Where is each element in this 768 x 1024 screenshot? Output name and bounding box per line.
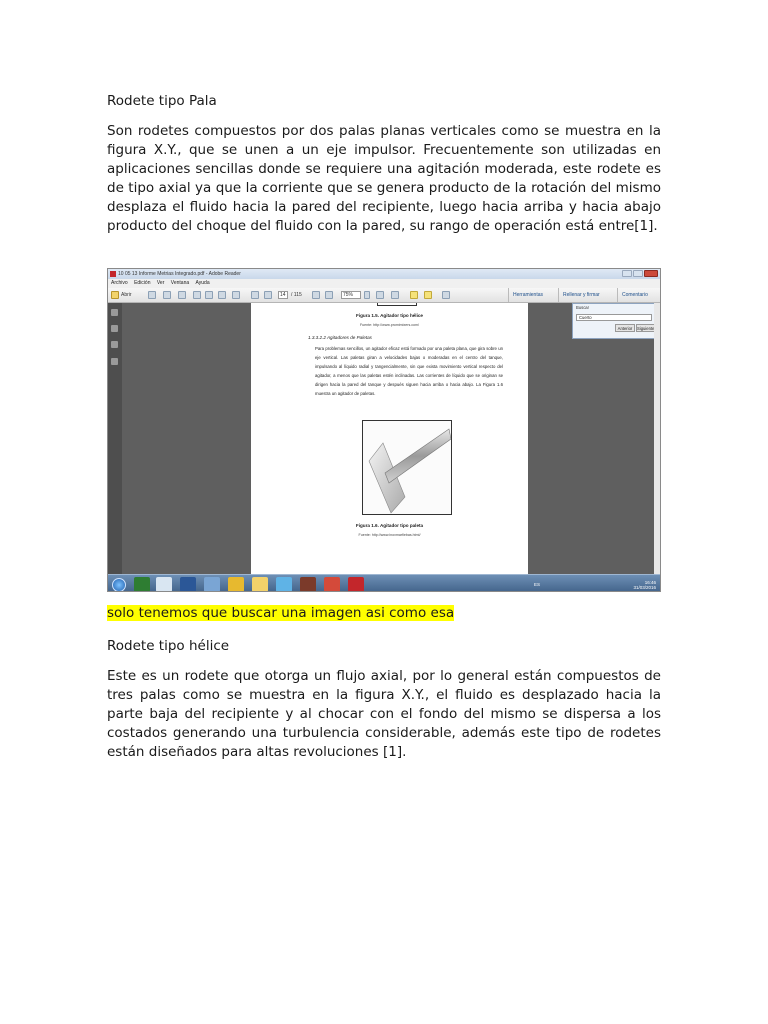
chevron-down-icon [364, 291, 370, 299]
save-icon [205, 291, 213, 299]
zoom-out-icon [312, 291, 320, 299]
menu-ver: Ver [156, 280, 165, 286]
figure-1-5-caption: Figura 1.5. Agitador tipo hélice [356, 313, 423, 318]
comment-icon [410, 291, 418, 299]
open-folder-icon [111, 291, 119, 299]
email-icon [218, 291, 226, 299]
menu-archivo: Archivo [111, 280, 128, 286]
page-number-input: 14 [278, 291, 288, 299]
word-icon [180, 577, 196, 592]
open-label: Abrir [121, 292, 132, 298]
tray-date: 31/03/2016 [633, 585, 656, 590]
windows-taskbar [108, 574, 660, 592]
previous-figure-bottom [377, 303, 417, 306]
paddle-agitator-drawing [363, 421, 451, 514]
embedded-screenshot-adobe-reader [107, 268, 661, 592]
find-previous-button: Anterior [615, 324, 635, 332]
pdf-app-icon [110, 271, 116, 277]
tab-rellenar-firmar: Rellenar y firmar [558, 288, 604, 302]
pages-icon [111, 309, 118, 316]
minimize-icon [622, 270, 632, 277]
figure-1-6-source: Fuente: http://www.inoxmarfiebas.html/ [358, 533, 421, 537]
spotify-icon [134, 577, 150, 592]
folder-icon [252, 577, 268, 592]
reader-toolbar [108, 288, 660, 303]
language-indicator: ES [534, 582, 541, 587]
paddle-agitator-image [362, 420, 452, 515]
zoom-in-icon [325, 291, 333, 299]
chrome-icon [228, 577, 244, 592]
signature-icon [111, 341, 118, 348]
tray-time: 16:46 [644, 580, 656, 585]
layers-icon [111, 358, 118, 365]
reader-title-bar [108, 269, 660, 279]
app-icon [204, 577, 220, 592]
figure-1-6-caption: Figura 1.6. Agitador tipo paleta [355, 523, 424, 528]
browser-icon [276, 577, 292, 592]
find-panel [572, 303, 656, 339]
heading-rodete-pala: Rodete tipo Pala [107, 93, 217, 109]
find-next-button: Siguiente [637, 326, 655, 331]
tab-comentario: Comentario [617, 288, 652, 302]
print-icon [193, 291, 201, 299]
highlighted-note [107, 604, 454, 622]
menu-ventana: Ventana [170, 280, 190, 286]
attachments-icon [111, 325, 118, 332]
fit-width-icon [391, 291, 399, 299]
paragraph-rodete-pala: Son rodetes compuestos por dos palas planas verticales como se muestra en la figura X.Y., que se unen a un eje impulsor. Frecuentemente son utilizadas en aplicaciones sencillas donde se requiere una agitación moderada, este rodete es de tipo axial ya que la corriente que se genera producto de la rotación del mismo desplaza el fluido hacia la pared del recipiente, luego hacia arriba y hacia abajo producto del choque del fluido con la pared, su rango de operación está entre[1]. [107, 123, 661, 234]
reader-scrollbar [654, 303, 660, 574]
reader-menu-bar [108, 279, 660, 288]
start-button-icon [112, 578, 126, 592]
find-panel-title: Buscar [576, 305, 590, 310]
fit-page-icon [376, 291, 384, 299]
menu-ayuda: Ayuda [195, 280, 210, 286]
app-g-icon [324, 577, 340, 592]
page-down-icon [264, 291, 272, 299]
paragraph-rodete-helice: Este es un rodete que otorga un flujo axial, por lo general están compuestos de tres palas como se muestra en la figura X.Y., el fluido es desplazado hacia la parte baja del recipiente y al chocar con el fondo del mismo se dispersa a los costados generando una turbulencia considerable, además este tipo de rodetes están diseñados para altas revoluciones [1]. [107, 668, 661, 760]
tab-herramientas: Herramientas [508, 288, 547, 302]
maximize-icon [633, 270, 643, 277]
reader-window-title: 10 05 13 Informe Metrias Integrado.pdf - Adobe Reader [118, 271, 241, 277]
fullscreen-icon [442, 291, 450, 299]
page-total: / 115 [291, 292, 302, 298]
close-icon [644, 270, 658, 277]
figure-1-5-source: Fuente: http://www.promimixers.com/ [359, 323, 420, 327]
menu-edicion: Edición [134, 280, 151, 286]
email-icon-2 [232, 291, 240, 299]
adobe-reader-icon [348, 577, 364, 592]
section-body-text: Para problemas sencillos, un agitador eficaz está formado por una paleta plana, que gira sobre un eje vertical. Las paletas giran a velocidades bajas o moderadas en el centro del tanque, impulsando al líquido radial y tangencialmente, sin que exista movimiento vertical respecto del agitador, a menos que las paletas estén inclinadas. Las corrientes de líquido que se originan se dirigen hacia la pared del tanque y después siguen hacia arriba o hacia abajo. La Figura 1.6 muestra un agitador de paletas. [315, 346, 503, 397]
window-buttons [622, 270, 658, 277]
highlight-icon [424, 291, 432, 299]
create-icon [148, 291, 156, 299]
pdf-page [251, 303, 528, 574]
heading-rodete-helice: Rodete tipo hélice [107, 638, 230, 654]
explorer-icon [156, 577, 172, 592]
edit-icon [163, 291, 171, 299]
page-up-icon [251, 291, 259, 299]
reader-left-panel [108, 303, 122, 574]
share-icon [178, 291, 186, 299]
media-icon [300, 577, 316, 592]
highlighted-note-text: solo tenemos que buscar una imagen asi como esa [107, 605, 455, 621]
find-input: Cuerto [576, 314, 652, 321]
system-tray-clock [633, 580, 656, 590]
zoom-level-input: 75% [341, 291, 361, 299]
section-agitadores-paletas: 1.3.3.2.2 Agitadores de Paletas [308, 335, 372, 340]
